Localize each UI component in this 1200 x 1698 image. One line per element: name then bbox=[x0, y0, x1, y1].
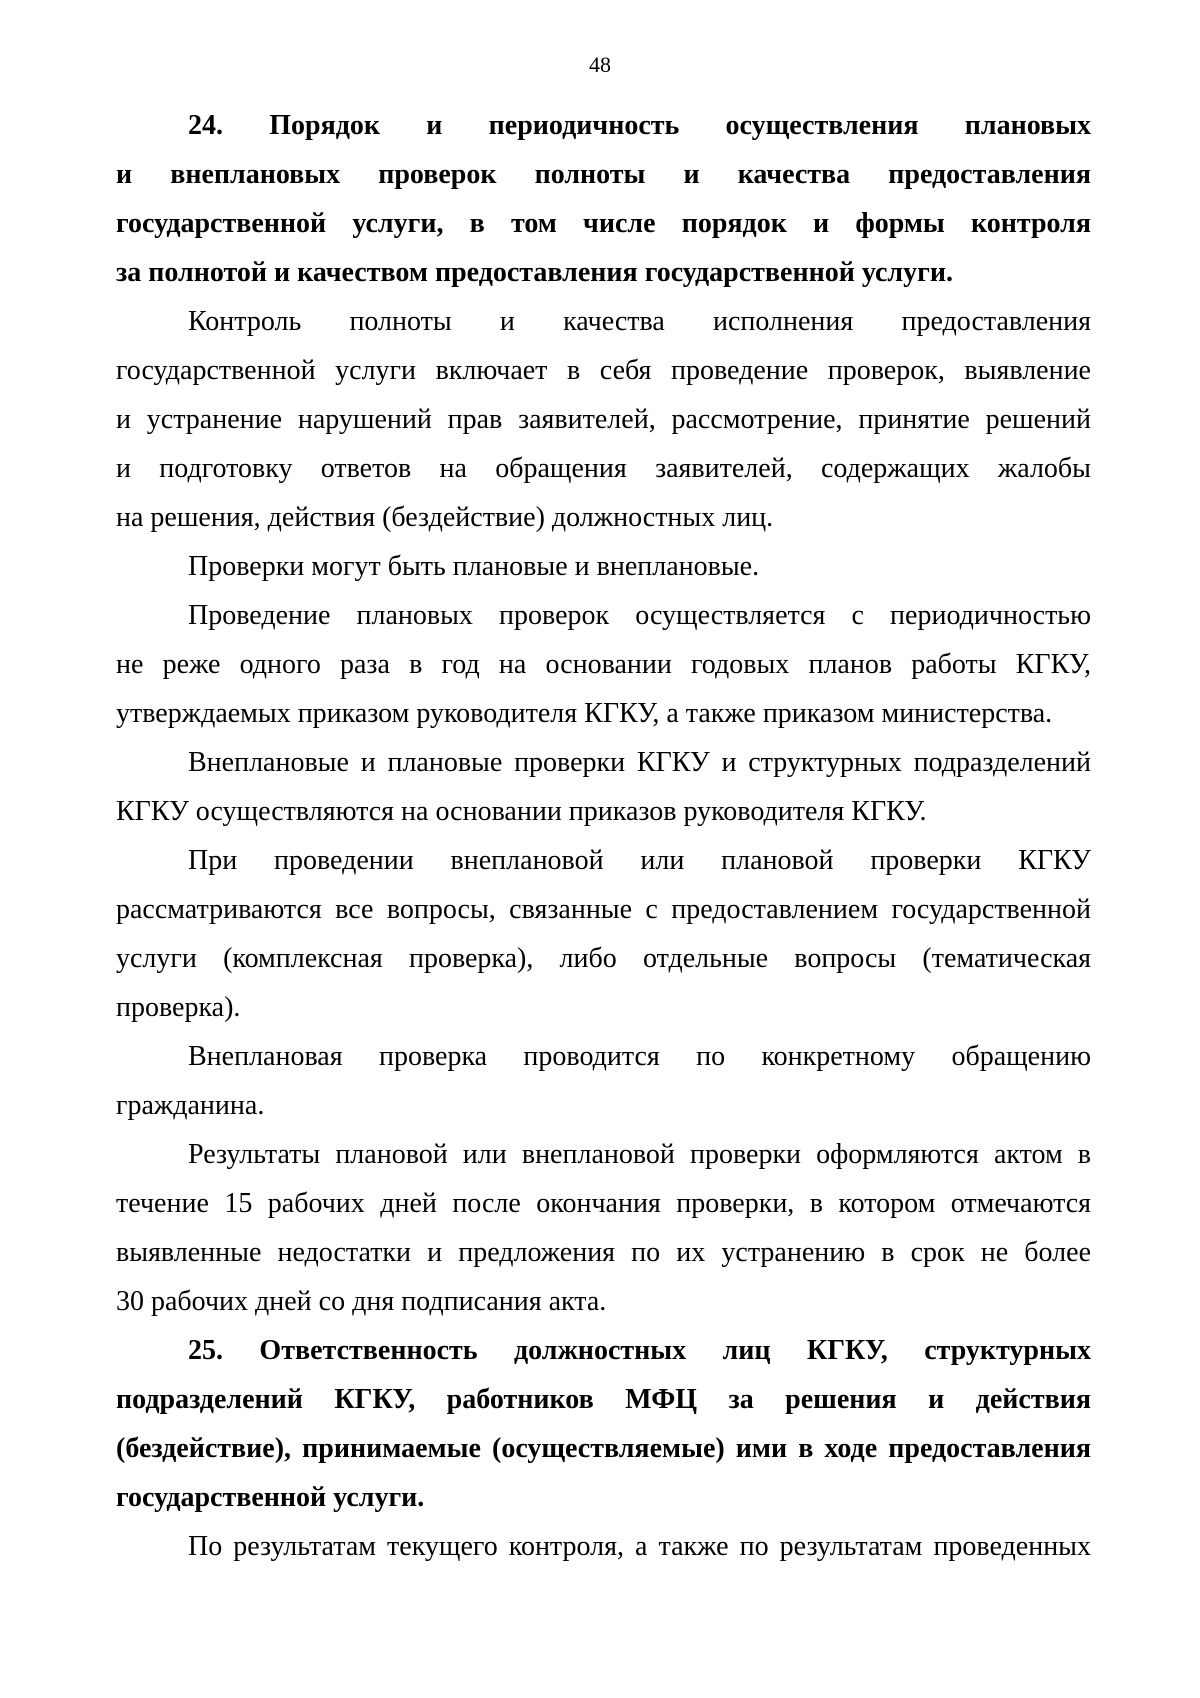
paragraph-line: и устранение нарушений прав заявителей, рассмотрение, принятие решений bbox=[116, 404, 1091, 435]
heading-line: (бездействие), принимаемые (осуществляемые) ими в ходе предоставления bbox=[116, 1433, 1091, 1464]
paragraph-line: государственной услуги включает в себя проведение проверок, выявление bbox=[116, 355, 1091, 386]
paragraph-line: не реже одного раза в год на основании годовых планов работы КГКУ, bbox=[116, 649, 1091, 680]
paragraph-line: течение 15 рабочих дней после окончания проверки, в котором отмечаются bbox=[116, 1188, 1091, 1219]
paragraph-line: утверждаемых приказом руководителя КГКУ, а также приказом министерства. bbox=[116, 698, 1053, 729]
paragraph-check-results bbox=[116, 1130, 1091, 1326]
paragraph-check-questions bbox=[116, 836, 1091, 1032]
paragraph-line: проверка). bbox=[116, 992, 241, 1023]
paragraph-line: Проверки могут быть плановые и внеплановые. bbox=[188, 551, 760, 582]
paragraph-check-basis bbox=[116, 738, 1091, 836]
paragraph-line: Проведение плановых проверок осуществляется с периодичностью bbox=[188, 600, 1091, 631]
paragraph-control-scope bbox=[116, 297, 1091, 542]
heading-line: 24. Порядок и периодичность осуществления плановых bbox=[188, 110, 1091, 141]
paragraph-line: услуги (комплексная проверка), либо отдельные вопросы (тематическая bbox=[116, 943, 1091, 974]
paragraph-line: 30 рабочих дней со дня подписания акта. bbox=[116, 1286, 607, 1317]
paragraph-line: рассматриваются все вопросы, связанные с предоставлением государственной bbox=[116, 894, 1091, 925]
heading-line: государственной услуги. bbox=[116, 1482, 425, 1513]
paragraph-line: Внеплановая проверка проводится по конкретному обращению bbox=[188, 1041, 1091, 1072]
heading-line: за полнотой и качеством предоставления государственной услуги. bbox=[116, 257, 953, 288]
paragraph-unplanned-check bbox=[116, 1032, 1091, 1130]
paragraph-line: на решения, действия (бездействие) должностных лиц. bbox=[116, 502, 774, 533]
paragraph-line: и подготовку ответов на обращения заявителей, содержащих жалобы bbox=[116, 453, 1091, 484]
section-25-heading bbox=[116, 1326, 1091, 1522]
heading-line: государственной услуги, в том числе порядок и формы контроля bbox=[116, 208, 1091, 239]
heading-line: и внеплановых проверок полноты и качества предоставления bbox=[116, 159, 1091, 190]
heading-line: 25. Ответственность должностных лиц КГКУ, структурных bbox=[188, 1335, 1091, 1366]
document-body bbox=[116, 101, 1091, 1571]
paragraph-control-results bbox=[116, 1522, 1091, 1571]
paragraph-check-types bbox=[116, 542, 1091, 591]
paragraph-line: выявленные недостатки и предложения по их устранению в срок не более bbox=[116, 1237, 1091, 1268]
paragraph-line: Контроль полноты и качества исполнения предоставления bbox=[188, 306, 1091, 337]
paragraph-line: Результаты плановой или внеплановой проверки оформляются актом в bbox=[188, 1139, 1091, 1170]
paragraph-line: По результатам текущего контроля, а также по результатам проведенных bbox=[188, 1531, 1091, 1562]
paragraph-line: Внеплановые и плановые проверки КГКУ и структурных подразделений bbox=[188, 747, 1091, 778]
paragraph-line: КГКУ осуществляются на основании приказов руководителя КГКУ. bbox=[116, 796, 927, 827]
paragraph-planned-checks bbox=[116, 591, 1091, 738]
paragraph-line: гражданина. bbox=[116, 1090, 265, 1121]
section-24-heading bbox=[116, 101, 1091, 297]
page-number: 48 bbox=[589, 52, 611, 77]
paragraph-line: При проведении внеплановой или плановой проверки КГКУ bbox=[188, 845, 1091, 876]
heading-line: подразделений КГКУ, работников МФЦ за решения и действия bbox=[116, 1384, 1091, 1415]
